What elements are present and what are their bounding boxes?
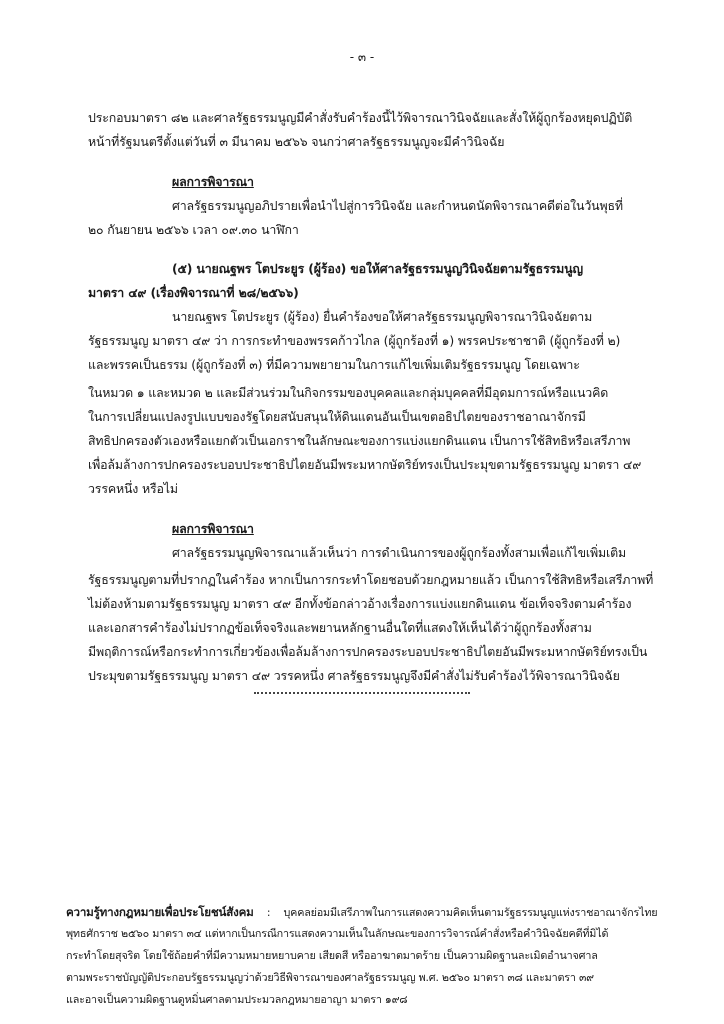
footer-separator: : (266, 906, 271, 919)
section2-result-line-2: รัฐธรรมนูญตามที่ปรากฏในคำร้อง หากเป็นการกระทำโดยชอบด้วยกฎหมายแล้ว เป็นการใช้สิทธิหรือเสรีภาพที่ (88, 572, 654, 587)
section2-body-line-7: เพื่อล้มล้างการปกครองระบอบประชาธิปไตยอันมีพระมหากษัตริย์ทรงเป็นประมุขตามรัฐธรรมนูญ มาตรา ๔๙ (88, 457, 642, 472)
section1-line-2: หน้าที่รัฐมนตรีตั้งแต่วันที่ ๓ มีนาคม ๒๕๖๖ จนกว่าศาลรัฐธรรมนูญจะมีคำวินิจฉัย (88, 134, 505, 149)
section2-body-line-8: วรรคหนึ่ง หรือไม่ (88, 481, 178, 496)
section2-body-line-4: ในหมวด ๑ และหมวด ๒ และมีส่วนร่วมในกิจกรรมของบุคคลและกลุ่มบุคคลที่มีอุดมการณ์หรือแนวคิด (88, 385, 609, 400)
section2-result-line-1: ศาลรัฐธรรมนูญพิจารณาแล้วเห็นว่า การดำเนินการของผู้ถูกร้องทั้งสามเพื่อแก้ไขเพิ่มเติม (172, 545, 627, 560)
section2-body-line-1: นายณฐพร โตประยูร (ผู้ร้อง) ยื่นคำร้องขอให้ศาลรัฐธรรมนูญพิจารณาวินิจฉัยตาม (172, 309, 593, 324)
section2-title-line-2: มาตรา ๔๙ (เรื่องพิจารณาที่ ๒๘/๒๕๖๖) (88, 285, 299, 300)
section1-result-line-1: ศาลรัฐธรรมนูญอภิปรายเพื่อนำไปสู่การวินิจฉัย และกำหนดนัดพิจารณาคดีต่อในวันพุธที่ (172, 198, 623, 213)
section2-result-line-6: ประมุขตามรัฐธรรมนูญ มาตรา ๔๙ วรรคหนึ่ง ศาลรัฐธรรมนูญจึงมีคำสั่งไม่รับคำร้องไว้พิจารณาวินิจฉัย (88, 668, 620, 683)
footer-label: ความรู้ทางกฎหมายเพื่อประโยชน์สังคม (66, 905, 254, 919)
section1-result-heading: ผลการพิจารณา (172, 174, 254, 189)
section2-result-line-4: และเอกสารคำร้องไม่ปรากฏข้อเท็จจริงและพยานหลักฐานอื่นใดที่แสดงให้เห็นได้ว่าผู้ถูกร้องทั้งสาม (88, 620, 592, 635)
section2-result-line-3: ไม่ต้องห้ามตามรัฐธรรมนูญ มาตรา ๔๙ อีกทั้งข้อกล่าวอ้างเรื่องการแบ่งแยกดินแดน ข้อเท็จจริงตามคำร้อง (88, 596, 632, 611)
footer-line-4: ตามพระราชบัญญัติประกอบรัฐธรรมนูญว่าด้วยวิธีพิจารณาของศาลรัฐธรรมนูญ พ.ศ. ๒๕๖๐ มาตรา ๓๘ และมาตรา ๓๙ (66, 971, 594, 984)
dotted-separator (254, 692, 470, 694)
section1-result-line-2: ๒๐ กันยายน ๒๕๖๖ เวลา ๐๙.๓๐ นาฬิกา (88, 222, 299, 237)
section2-body-line-2: รัฐธรรมนูญ มาตรา ๔๙ ว่า การกระทำของพรรคก้าวไกล (ผู้ถูกร้องที่ ๑) พรรคประชาชาติ (ผู้ถูกร้องที่ ๒) (88, 333, 621, 348)
section2-result-line-5: มีพฤติการณ์หรือกระทำการเกี่ยวข้องเพื่อล้มล้างการปกครองระบอบประชาธิปไตยอันมีพระมหากษัตริย์ทรงเป็น (88, 644, 648, 659)
footer-line-1 (66, 904, 657, 921)
section1-line-1: ประกอบมาตรา ๘๒ และศาลรัฐธรรมนูญมีคำสั่งรับคำร้องนี้ไว้พิจารณาวินิจฉัยและสั่งให้ผู้ถูกร้องหยุดปฏิบัติ (88, 110, 633, 125)
section2-body-line-5: ในการเปลี่ยนแปลงรูปแบบของรัฐโดยสนับสนุนให้ดินแดนอันเป็นเขตอธิปไตยของราชอาณาจักรมี (88, 409, 586, 424)
section2-result-heading: ผลการพิจารณา (172, 521, 254, 536)
section2-title-line-1: (๕) นายณฐพร โตประยูร (ผู้ร้อง) ขอให้ศาลรัฐธรรมนูญวินิจฉัยตามรัฐธรรมนูญ (172, 261, 583, 276)
footer-first-text: บุคคลย่อมมีเสรีภาพในการแสดงความคิดเห็นตามรัฐธรรมนูญแห่งราชอาณาจักรไทย (283, 906, 658, 919)
footer-line-2: พุทธศักราช ๒๕๖๐ มาตรา ๓๔ แต่หากเป็นกรณีการแสดงความเห็นในลักษณะของการวิจารณ์คำสั่งหรือคำวินิจฉัยคดีที่มิได้ (66, 927, 609, 940)
footer-line-3: กระทำโดยสุจริต โดยใช้ถ้อยคำที่มีความหมายหยาบคาย เสียดสี หรืออาฆาตมาดร้าย เป็นความผิดฐานละเมิดอำนาจศาล (66, 949, 598, 962)
footer-line-5: และอาจเป็นความผิดฐานดูหมิ่นศาลตามประมวลกฎหมายอาญา มาตรา ๑๙๘ (66, 993, 408, 1006)
page-number: - ๓ - (349, 50, 375, 64)
section2-body-line-3: และพรรคเป็นธรรม (ผู้ถูกร้องที่ ๓) ที่มีความพยายามในการแก้ไขเพิ่มเติมรัฐธรรมนูญ โดยเฉพาะ (88, 357, 580, 372)
section2-body-line-6: สิทธิปกครองตัวเองหรือแยกตัวเป็นเอกราชในลักษณะของการแบ่งแยกดินแดน เป็นการใช้สิทธิหรือเสรีภาพ (88, 433, 631, 448)
